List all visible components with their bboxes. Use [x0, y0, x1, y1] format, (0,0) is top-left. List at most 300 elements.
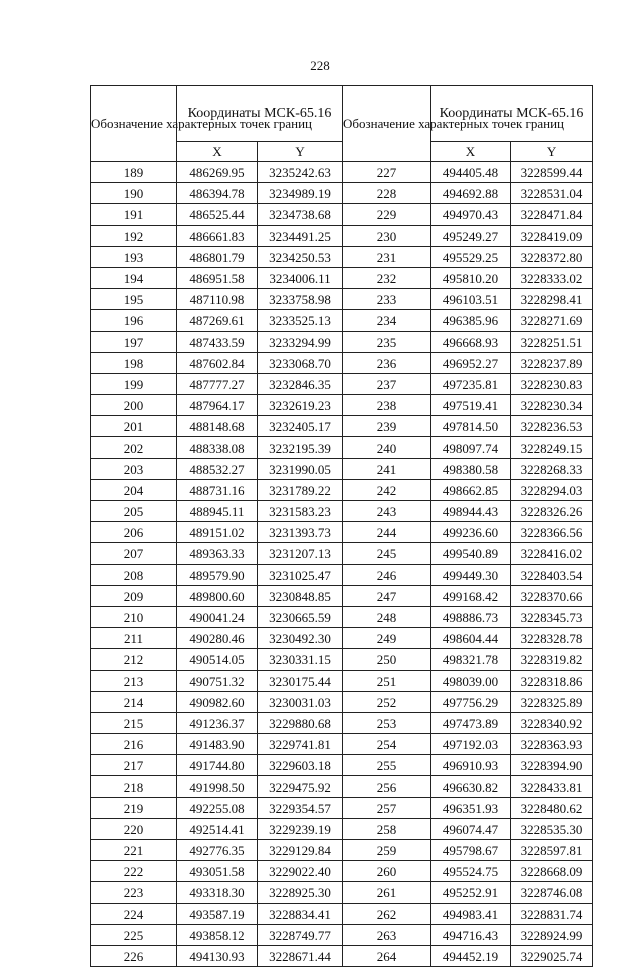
- table-row: [91, 458, 343, 479]
- x-coordinate-cell: 486951.58: [177, 267, 258, 288]
- x-coordinate-cell: 497756.29: [431, 691, 511, 712]
- coordinates-tables: [90, 85, 592, 965]
- table-row: [343, 458, 593, 479]
- x-coordinate-cell: 498380.58: [431, 458, 511, 479]
- point-number-cell: 229: [343, 204, 431, 225]
- y-coordinate-cell: 3232619.23: [258, 395, 343, 416]
- designation-header: Обозначение характерных точек границ: [343, 86, 431, 162]
- point-number-cell: 259: [343, 840, 431, 861]
- point-number-cell: 215: [91, 712, 177, 733]
- x-coordinate-cell: 498662.85: [431, 479, 511, 500]
- y-coordinate-cell: 3228403.54: [511, 564, 593, 585]
- point-number-cell: 213: [91, 670, 177, 691]
- table-row: [343, 924, 593, 945]
- x-coordinate-cell: 487602.84: [177, 352, 258, 373]
- y-coordinate-cell: 3234738.68: [258, 204, 343, 225]
- point-number-cell: 220: [91, 818, 177, 839]
- y-coordinate-cell: 3235242.63: [258, 162, 343, 183]
- designation-header: Обозначение характерных точек границ: [91, 86, 177, 162]
- table-row: [343, 945, 593, 966]
- x-coordinate-cell: 494692.88: [431, 183, 511, 204]
- table-row: [91, 755, 343, 776]
- y-coordinate-cell: 3231393.73: [258, 522, 343, 543]
- y-coordinate-cell: 3228294.03: [511, 479, 593, 500]
- table-row: [343, 882, 593, 903]
- y-coordinate-cell: 3229239.19: [258, 818, 343, 839]
- table-row: [91, 649, 343, 670]
- table-row: [343, 564, 593, 585]
- y-coordinate-cell: 3228433.81: [511, 776, 593, 797]
- table-row: [343, 310, 593, 331]
- x-coordinate-cell: 489579.90: [177, 564, 258, 585]
- table-row: [91, 162, 343, 183]
- table-row: [91, 564, 343, 585]
- y-coordinate-cell: 3228597.81: [511, 840, 593, 861]
- point-number-cell: 192: [91, 225, 177, 246]
- table-row: [91, 903, 343, 924]
- x-coordinate-cell: 488532.27: [177, 458, 258, 479]
- table-row: [91, 606, 343, 627]
- table-row: [343, 840, 593, 861]
- x-coordinate-cell: 494716.43: [431, 924, 511, 945]
- table-row: [91, 628, 343, 649]
- point-number-cell: 241: [343, 458, 431, 479]
- x-coordinate-cell: 488945.11: [177, 501, 258, 522]
- point-number-cell: 201: [91, 416, 177, 437]
- x-coordinate-cell: 495252.91: [431, 882, 511, 903]
- table-row: [91, 395, 343, 416]
- point-number-cell: 242: [343, 479, 431, 500]
- point-number-cell: 224: [91, 903, 177, 924]
- table-row: [343, 267, 593, 288]
- point-number-cell: 244: [343, 522, 431, 543]
- x-coordinate-cell: 492514.41: [177, 818, 258, 839]
- point-number-cell: 219: [91, 797, 177, 818]
- x-coordinate-cell: 489363.33: [177, 543, 258, 564]
- point-number-cell: 199: [91, 373, 177, 394]
- y-coordinate-cell: 3234006.11: [258, 267, 343, 288]
- point-number-cell: 221: [91, 840, 177, 861]
- point-number-cell: 208: [91, 564, 177, 585]
- table-row: [91, 437, 343, 458]
- y-coordinate-cell: 3230492.30: [258, 628, 343, 649]
- point-number-cell: 211: [91, 628, 177, 649]
- x-coordinate-cell: 495524.75: [431, 861, 511, 882]
- point-number-cell: 258: [343, 818, 431, 839]
- table-row: [91, 183, 343, 204]
- point-number-cell: 231: [343, 246, 431, 267]
- x-coordinate-cell: 488148.68: [177, 416, 258, 437]
- table-row: [91, 373, 343, 394]
- x-coordinate-cell: 486525.44: [177, 204, 258, 225]
- point-number-cell: 210: [91, 606, 177, 627]
- y-coordinate-cell: 3234491.25: [258, 225, 343, 246]
- y-coordinate-cell: 3228924.99: [511, 924, 593, 945]
- x-coordinate-cell: 496351.93: [431, 797, 511, 818]
- table-row: [91, 670, 343, 691]
- point-number-cell: 214: [91, 691, 177, 712]
- table-row: [91, 797, 343, 818]
- y-coordinate-cell: 3234250.53: [258, 246, 343, 267]
- table-row: [91, 543, 343, 564]
- y-coordinate-cell: 3232195.39: [258, 437, 343, 458]
- x-coordinate-cell: 494983.41: [431, 903, 511, 924]
- table-row: [343, 246, 593, 267]
- x-coordinate-cell: 486269.95: [177, 162, 258, 183]
- point-number-cell: 226: [91, 945, 177, 966]
- point-number-cell: 217: [91, 755, 177, 776]
- table-row: [91, 924, 343, 945]
- point-number-cell: 196: [91, 310, 177, 331]
- x-column-header: X: [431, 142, 511, 162]
- y-coordinate-cell: 3228416.02: [511, 543, 593, 564]
- coordinates-table-right: [342, 85, 593, 967]
- table-row: [343, 670, 593, 691]
- y-coordinate-cell: 3229475.92: [258, 776, 343, 797]
- table-row: [91, 522, 343, 543]
- table-row: [91, 945, 343, 966]
- point-number-cell: 256: [343, 776, 431, 797]
- y-coordinate-cell: 3230665.59: [258, 606, 343, 627]
- table-row: [343, 373, 593, 394]
- table-row: [343, 585, 593, 606]
- x-coordinate-cell: 487433.59: [177, 331, 258, 352]
- y-column-header: Y: [511, 142, 593, 162]
- y-coordinate-cell: 3228236.53: [511, 416, 593, 437]
- x-coordinate-cell: 489800.60: [177, 585, 258, 606]
- table-row: [91, 289, 343, 310]
- x-coordinate-cell: 490751.32: [177, 670, 258, 691]
- table-row: [343, 479, 593, 500]
- point-number-cell: 250: [343, 649, 431, 670]
- table-row: [343, 543, 593, 564]
- table-row: [343, 331, 593, 352]
- table-row: [343, 522, 593, 543]
- point-number-cell: 253: [343, 712, 431, 733]
- x-coordinate-cell: 495798.67: [431, 840, 511, 861]
- table-row: [343, 162, 593, 183]
- y-coordinate-cell: 3229354.57: [258, 797, 343, 818]
- x-coordinate-cell: 491744.80: [177, 755, 258, 776]
- x-coordinate-cell: 486394.78: [177, 183, 258, 204]
- point-number-cell: 207: [91, 543, 177, 564]
- y-coordinate-cell: 3230175.44: [258, 670, 343, 691]
- point-number-cell: 257: [343, 797, 431, 818]
- table-row: [343, 416, 593, 437]
- point-number-cell: 236: [343, 352, 431, 373]
- x-coordinate-cell: 497519.41: [431, 395, 511, 416]
- table-row: [343, 903, 593, 924]
- table-row: [91, 861, 343, 882]
- y-coordinate-cell: 3233758.98: [258, 289, 343, 310]
- x-coordinate-cell: 490514.05: [177, 649, 258, 670]
- table-row: [343, 352, 593, 373]
- table-row: [91, 246, 343, 267]
- point-number-cell: 232: [343, 267, 431, 288]
- point-number-cell: 204: [91, 479, 177, 500]
- y-coordinate-cell: 3228749.77: [258, 924, 343, 945]
- x-coordinate-cell: 495249.27: [431, 225, 511, 246]
- y-coordinate-cell: 3228271.69: [511, 310, 593, 331]
- x-coordinate-cell: 490041.24: [177, 606, 258, 627]
- table-row: [91, 331, 343, 352]
- point-number-cell: 223: [91, 882, 177, 903]
- table-row: [343, 861, 593, 882]
- point-number-cell: 260: [343, 861, 431, 882]
- point-number-cell: 243: [343, 501, 431, 522]
- y-coordinate-cell: 3228363.93: [511, 734, 593, 755]
- table-row: [343, 628, 593, 649]
- point-number-cell: 191: [91, 204, 177, 225]
- point-number-cell: 239: [343, 416, 431, 437]
- coordinates-table-left: [90, 85, 343, 967]
- table-row: [91, 818, 343, 839]
- x-coordinate-cell: 494970.43: [431, 204, 511, 225]
- table-row: [91, 225, 343, 246]
- x-coordinate-cell: 494130.93: [177, 945, 258, 966]
- point-number-cell: 190: [91, 183, 177, 204]
- y-coordinate-cell: 3233525.13: [258, 310, 343, 331]
- x-coordinate-cell: 487964.17: [177, 395, 258, 416]
- x-coordinate-cell: 489151.02: [177, 522, 258, 543]
- y-coordinate-cell: 3228268.33: [511, 458, 593, 479]
- point-number-cell: 197: [91, 331, 177, 352]
- x-coordinate-cell: 488338.08: [177, 437, 258, 458]
- table-row: [91, 416, 343, 437]
- x-coordinate-cell: 496910.93: [431, 755, 511, 776]
- point-number-cell: 246: [343, 564, 431, 585]
- y-coordinate-cell: 3230848.85: [258, 585, 343, 606]
- table-row: [343, 289, 593, 310]
- y-coordinate-cell: 3228340.92: [511, 712, 593, 733]
- y-coordinate-cell: 3229129.84: [258, 840, 343, 861]
- point-number-cell: 263: [343, 924, 431, 945]
- y-coordinate-cell: 3230331.15: [258, 649, 343, 670]
- table-row: [343, 606, 593, 627]
- x-coordinate-cell: 492776.35: [177, 840, 258, 861]
- y-coordinate-cell: 3228668.09: [511, 861, 593, 882]
- point-number-cell: 248: [343, 606, 431, 627]
- x-coordinate-cell: 498321.78: [431, 649, 511, 670]
- x-coordinate-cell: 493587.19: [177, 903, 258, 924]
- point-number-cell: 225: [91, 924, 177, 945]
- x-coordinate-cell: 497192.03: [431, 734, 511, 755]
- y-coordinate-cell: 3230031.03: [258, 691, 343, 712]
- x-coordinate-cell: 499168.42: [431, 585, 511, 606]
- y-coordinate-cell: 3231025.47: [258, 564, 343, 585]
- table-row: [91, 691, 343, 712]
- point-number-cell: 216: [91, 734, 177, 755]
- y-coordinate-cell: 3231207.13: [258, 543, 343, 564]
- point-number-cell: 193: [91, 246, 177, 267]
- point-number-cell: 234: [343, 310, 431, 331]
- x-coordinate-cell: 487269.61: [177, 310, 258, 331]
- y-coordinate-cell: 3228366.56: [511, 522, 593, 543]
- coordinates-table-right-body: [343, 162, 593, 967]
- point-number-cell: 237: [343, 373, 431, 394]
- y-coordinate-cell: 3228345.73: [511, 606, 593, 627]
- x-coordinate-cell: 487110.98: [177, 289, 258, 310]
- point-number-cell: 195: [91, 289, 177, 310]
- y-coordinate-cell: 3234989.19: [258, 183, 343, 204]
- x-coordinate-cell: 486801.79: [177, 246, 258, 267]
- y-coordinate-cell: 3228925.30: [258, 882, 343, 903]
- table-row: [343, 501, 593, 522]
- table-row: [91, 840, 343, 861]
- point-number-cell: 255: [343, 755, 431, 776]
- point-number-cell: 230: [343, 225, 431, 246]
- x-coordinate-cell: 490280.46: [177, 628, 258, 649]
- y-coordinate-cell: 3228230.34: [511, 395, 593, 416]
- y-coordinate-cell: 3228319.82: [511, 649, 593, 670]
- point-number-cell: 194: [91, 267, 177, 288]
- y-coordinate-cell: 3231990.05: [258, 458, 343, 479]
- point-number-cell: 198: [91, 352, 177, 373]
- y-coordinate-cell: 3228370.66: [511, 585, 593, 606]
- x-coordinate-cell: 486661.83: [177, 225, 258, 246]
- y-coordinate-cell: 3228318.86: [511, 670, 593, 691]
- x-coordinate-cell: 497814.50: [431, 416, 511, 437]
- x-coordinate-cell: 492255.08: [177, 797, 258, 818]
- point-number-cell: 240: [343, 437, 431, 458]
- table-row: [343, 734, 593, 755]
- point-number-cell: 247: [343, 585, 431, 606]
- table-row: [343, 691, 593, 712]
- table-row: [91, 352, 343, 373]
- x-coordinate-cell: 493051.58: [177, 861, 258, 882]
- y-coordinate-cell: 3229741.81: [258, 734, 343, 755]
- y-coordinate-cell: 3228746.08: [511, 882, 593, 903]
- table-row: [91, 204, 343, 225]
- coordinate-system-header: Координаты МСК-65.16: [177, 86, 343, 142]
- y-coordinate-cell: 3233294.99: [258, 331, 343, 352]
- x-coordinate-cell: 498039.00: [431, 670, 511, 691]
- point-number-cell: 264: [343, 945, 431, 966]
- point-number-cell: 203: [91, 458, 177, 479]
- y-coordinate-cell: 3229025.74: [511, 945, 593, 966]
- table-row: [91, 585, 343, 606]
- x-coordinate-cell: 497473.89: [431, 712, 511, 733]
- point-number-cell: 209: [91, 585, 177, 606]
- table-row: [91, 882, 343, 903]
- point-number-cell: 189: [91, 162, 177, 183]
- y-coordinate-cell: 3229603.18: [258, 755, 343, 776]
- point-number-cell: 218: [91, 776, 177, 797]
- y-coordinate-cell: 3228419.09: [511, 225, 593, 246]
- y-coordinate-cell: 3228834.41: [258, 903, 343, 924]
- point-number-cell: 252: [343, 691, 431, 712]
- y-coordinate-cell: 3228394.90: [511, 755, 593, 776]
- page-number: 228: [310, 58, 330, 73]
- y-coordinate-cell: 3232405.17: [258, 416, 343, 437]
- table-row: [91, 501, 343, 522]
- y-coordinate-cell: 3229880.68: [258, 712, 343, 733]
- y-coordinate-cell: 3228325.89: [511, 691, 593, 712]
- y-coordinate-cell: 3228251.51: [511, 331, 593, 352]
- y-coordinate-cell: 3228298.41: [511, 289, 593, 310]
- x-coordinate-cell: 488731.16: [177, 479, 258, 500]
- x-coordinate-cell: 490982.60: [177, 691, 258, 712]
- x-coordinate-cell: 495529.25: [431, 246, 511, 267]
- point-number-cell: 227: [343, 162, 431, 183]
- x-coordinate-cell: 491483.90: [177, 734, 258, 755]
- table-row: [91, 267, 343, 288]
- point-number-cell: 245: [343, 543, 431, 564]
- y-coordinate-cell: 3228471.84: [511, 204, 593, 225]
- x-coordinate-cell: 498944.43: [431, 501, 511, 522]
- point-number-cell: 254: [343, 734, 431, 755]
- table-row: [91, 734, 343, 755]
- x-coordinate-cell: 494405.48: [431, 162, 511, 183]
- x-coordinate-cell: 498886.73: [431, 606, 511, 627]
- point-number-cell: 212: [91, 649, 177, 670]
- x-coordinate-cell: 499540.89: [431, 543, 511, 564]
- y-coordinate-cell: 3229022.40: [258, 861, 343, 882]
- table-row: [343, 755, 593, 776]
- table-row: [343, 797, 593, 818]
- x-coordinate-cell: 496385.96: [431, 310, 511, 331]
- x-coordinate-cell: 495810.20: [431, 267, 511, 288]
- coordinates-table-left-body: [91, 162, 343, 967]
- y-coordinate-cell: 3232846.35: [258, 373, 343, 394]
- table-row: [91, 479, 343, 500]
- x-coordinate-cell: 498097.74: [431, 437, 511, 458]
- y-coordinate-cell: 3228230.83: [511, 373, 593, 394]
- y-coordinate-cell: 3228328.78: [511, 628, 593, 649]
- y-coordinate-cell: 3228531.04: [511, 183, 593, 204]
- x-coordinate-cell: 487777.27: [177, 373, 258, 394]
- point-number-cell: 205: [91, 501, 177, 522]
- x-coordinate-cell: 497235.81: [431, 373, 511, 394]
- y-coordinate-cell: 3228326.26: [511, 501, 593, 522]
- table-row: [91, 712, 343, 733]
- point-number-cell: 222: [91, 861, 177, 882]
- table-row: [343, 818, 593, 839]
- point-number-cell: 228: [343, 183, 431, 204]
- point-number-cell: 261: [343, 882, 431, 903]
- point-number-cell: 235: [343, 331, 431, 352]
- table-row: [343, 183, 593, 204]
- table-row: [343, 395, 593, 416]
- y-coordinate-cell: 3228599.44: [511, 162, 593, 183]
- y-coordinate-cell: 3231789.22: [258, 479, 343, 500]
- y-coordinate-cell: 3233068.70: [258, 352, 343, 373]
- x-coordinate-cell: 496074.47: [431, 818, 511, 839]
- table-row: [343, 712, 593, 733]
- point-number-cell: 251: [343, 670, 431, 691]
- coordinate-system-header: Координаты МСК-65.16: [431, 86, 593, 142]
- point-number-cell: 206: [91, 522, 177, 543]
- x-coordinate-cell: 496630.82: [431, 776, 511, 797]
- y-coordinate-cell: 3228237.89: [511, 352, 593, 373]
- point-number-cell: 200: [91, 395, 177, 416]
- x-coordinate-cell: 493858.12: [177, 924, 258, 945]
- y-coordinate-cell: 3228535.30: [511, 818, 593, 839]
- table-row: [343, 437, 593, 458]
- y-coordinate-cell: 3228831.74: [511, 903, 593, 924]
- table-row: [91, 776, 343, 797]
- x-coordinate-cell: 496103.51: [431, 289, 511, 310]
- y-coordinate-cell: 3228333.02: [511, 267, 593, 288]
- y-coordinate-cell: 3228480.62: [511, 797, 593, 818]
- y-coordinate-cell: 3231583.23: [258, 501, 343, 522]
- point-number-cell: 238: [343, 395, 431, 416]
- x-coordinate-cell: 498604.44: [431, 628, 511, 649]
- x-coordinate-cell: 494452.19: [431, 945, 511, 966]
- y-coordinate-cell: 3228671.44: [258, 945, 343, 966]
- table-row: [343, 776, 593, 797]
- y-column-header: Y: [258, 142, 343, 162]
